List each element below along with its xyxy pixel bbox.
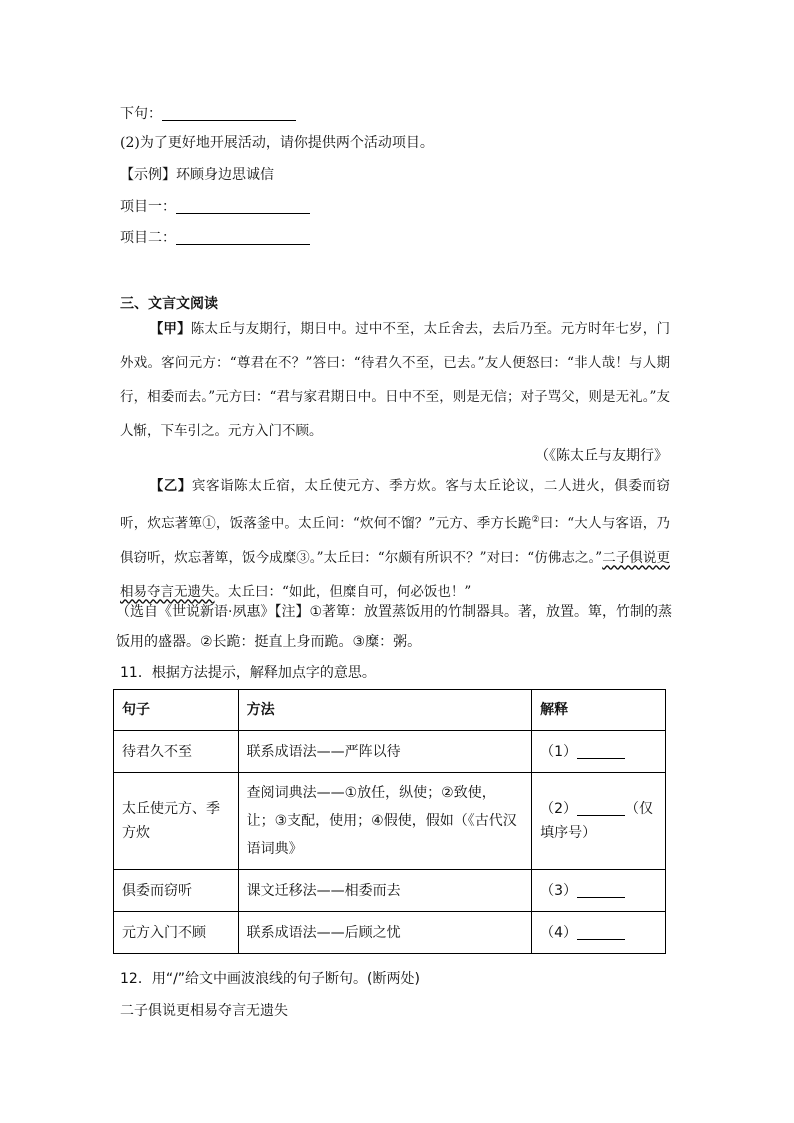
item2-row — [120, 228, 310, 248]
lower-line-label: 下句： — [120, 106, 162, 122]
yi-text-3: 。太丘曰：“如此，但糜自可，何必饭也！” — [214, 583, 472, 600]
row1-method: 联系成语法——严阵以待 — [238, 731, 532, 773]
passage-yi — [120, 469, 670, 609]
passage-jia — [120, 312, 670, 448]
q11-prompt: 11．根据方法提示，解释加点字的意思。 — [120, 665, 376, 681]
q12-sentence: 二子俱说更相易夺言无遗失 — [120, 1003, 288, 1019]
row2-method: 查阅词典法——①放任，纵使；②致使，让；③支配，使用；④假使，假如（《古代汉语词典》 — [238, 773, 532, 870]
row4-answer-blank[interactable] — [577, 925, 625, 940]
yi-text-1: 宾客诣陈太丘宿，太丘使元方、季方炊。客与太丘论议，二人进火，俱委而窃听，炊忘著箄①，饭落釜中。太丘问：“炊何不馏？”元方、季方长跪 — [120, 478, 670, 532]
row2-answer — [532, 773, 666, 870]
table-row — [114, 731, 666, 773]
header-sentence: 句子 — [114, 690, 239, 731]
row3-answer-label: （3） — [540, 882, 578, 899]
item1-label: 项目一： — [120, 199, 176, 215]
notes: （选自《世说新语·夙惠》【注】①著箄：放置蒸饭用的竹制器具。著，放置。箄，竹制的蒸饭用的盛器。②长跪：挺直上身而跪。③糜：粥。 — [116, 604, 672, 650]
yi-tag: 【乙】 — [149, 478, 192, 494]
lower-line-row — [120, 104, 296, 124]
row2-answer-suffix: （仅填序号） — [540, 801, 654, 841]
row2-answer-label: （2） — [540, 801, 578, 817]
row2-sentence: 太丘使元方、季方炊 — [114, 773, 239, 870]
jia-text: 陈太丘与友期行，期日中。过中不至，太丘舍去，去后乃至。元方时年七岁，门外戏。客问元方：“尊君在不？”答曰：“待君久不至，已去。”友人便怒曰：“非人哉！与人期行，相委而去。”元方曰：“君与家君期日中。日中不至，则是无信；对子骂父，则是无礼。”友人惭，下车引之。元方入门不顾。 — [120, 321, 670, 439]
row3-method: 课文迁移法——相委而去 — [238, 870, 532, 912]
row4-answer-label: （4） — [540, 924, 578, 941]
item1-row — [120, 197, 310, 217]
section-title: 三、文言文阅读 — [120, 296, 218, 312]
methods-table — [113, 689, 666, 954]
row1-answer-label: （1） — [540, 743, 578, 760]
lower-line-blank[interactable] — [162, 106, 296, 121]
item2-blank[interactable] — [176, 230, 310, 245]
item2-label: 项目二： — [120, 230, 176, 246]
row4-sentence: 元方入门不顾 — [114, 912, 239, 954]
row4-answer — [532, 912, 666, 954]
q2-prompt: (2)为了更好地开展活动，请你提供两个活动项目。 — [120, 135, 434, 151]
yi-text-2: 曰：“大人与客语，乃俱窃听，炊忘著箄，饭今成糜③。”太丘曰：“尔颇有所识不？”对曰：“仿佛志之。” — [120, 515, 670, 566]
header-answer: 解释 — [532, 690, 666, 731]
row4-method: 联系成语法——后顾之忧 — [238, 912, 532, 954]
example-line: 【示例】环顾身边思诚信 — [120, 167, 274, 183]
table-row — [114, 773, 666, 870]
yi-sup: ② — [531, 515, 540, 525]
row3-sentence: 俱委而窃听 — [114, 870, 239, 912]
row3-answer — [532, 870, 666, 912]
table-row — [114, 912, 666, 954]
q12-prompt: 12．用“/”给文中画波浪线的句子断句。(断两处) — [120, 971, 420, 987]
header-method: 方法 — [238, 690, 532, 731]
row1-sentence: 待君久不至 — [114, 731, 239, 773]
table-row — [114, 870, 666, 912]
row2-answer-blank[interactable] — [577, 801, 625, 816]
row1-answer — [532, 731, 666, 773]
row1-answer-blank[interactable] — [577, 744, 625, 759]
item1-blank[interactable] — [176, 199, 310, 214]
wavy-sentence: 二子俱说更相易夺言无遗失 — [120, 549, 670, 600]
jia-tag: 【甲】 — [149, 321, 191, 337]
row3-answer-blank[interactable] — [577, 883, 625, 898]
table-header-row — [114, 690, 666, 731]
jia-source: （《陈太丘与友期行》 — [535, 448, 668, 464]
